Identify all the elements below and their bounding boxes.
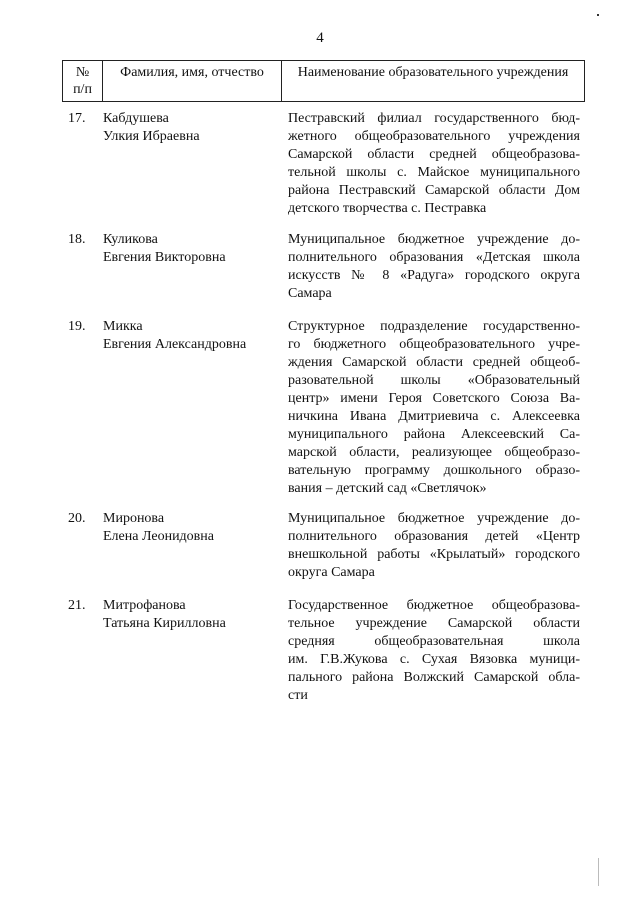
entry-person <box>103 110 278 146</box>
institution-line: марской области, реализующее общеобразо- <box>288 445 580 460</box>
entry-institution <box>288 597 580 705</box>
institution-line: средняя общеобразовательная школа <box>288 634 580 649</box>
institution-line: Муниципальное бюджетное учреждение до- <box>288 232 580 247</box>
entry-surname: Миронова <box>103 511 165 526</box>
entry-given-name: Евгения Викторовна <box>103 250 226 265</box>
institution-line: Самарской области средней общеобразова- <box>288 147 580 162</box>
entry-number: 21. <box>68 598 86 613</box>
entry-institution <box>288 318 580 498</box>
institution-line: муниципального района Алексеевский Са- <box>288 427 580 442</box>
institution-line: го бюджетного общеобразовательного учре- <box>288 337 580 352</box>
institution-line: сти <box>288 688 308 703</box>
entry-number: 19. <box>68 319 86 334</box>
entry-given-name: Татьяна Кирилловна <box>103 616 226 631</box>
entry-number: 17. <box>68 111 86 126</box>
institution-line: полнительного образования «Детская школа <box>288 250 580 265</box>
entry-number: 20. <box>68 511 86 526</box>
entry-person <box>103 597 278 633</box>
institution-line: Пестравский филиал государственного бюд- <box>288 111 580 126</box>
institution-line: Муниципальное бюджетное учреждение до- <box>288 511 580 526</box>
scan-speck <box>597 14 599 16</box>
entry-surname: Митрофанова <box>103 598 186 613</box>
entry-number: 18. <box>68 232 86 247</box>
entry-person <box>103 318 278 354</box>
entry-institution <box>288 510 580 582</box>
header-number-cell <box>63 61 103 101</box>
institution-line: ничкина Ивана Дмитриевича с. Алексеевка <box>288 409 580 424</box>
institution-line: района Пестравский Самарской области Дом <box>288 183 580 198</box>
institution-line: им. Г.В.Жукова с. Сухая Вязовка муници- <box>288 652 580 667</box>
institution-line: полнительного образования детей «Центр <box>288 529 580 544</box>
institution-line: тельное учреждение Самарской области <box>288 616 580 631</box>
entry-given-name: Елена Леонидовна <box>103 529 214 544</box>
header-number-symbol: № <box>75 65 90 80</box>
entry-institution <box>288 110 580 218</box>
institution-line: округа Самара <box>288 565 375 580</box>
institution-line: Самара <box>288 286 332 301</box>
institution-line: центр» имени Героя Советского Союза Ва- <box>288 391 580 406</box>
table-header <box>62 60 585 102</box>
institution-line: детского творчества с. Пестравка <box>288 201 487 216</box>
entry-surname: Кабдушева <box>103 111 169 126</box>
institution-line: разовательной школы «Образовательный <box>288 373 580 388</box>
entry-surname: Куликова <box>103 232 158 247</box>
institution-line: Государственное бюджетное общеобразова- <box>288 598 580 613</box>
entry-institution <box>288 231 580 303</box>
institution-line: искусств № 8 «Радуга» городского округа <box>288 268 580 283</box>
institution-line: Структурное подразделение государственно- <box>288 319 580 334</box>
header-number-abbr: п/п <box>73 82 92 97</box>
institution-line: внешкольной работы «Крылатый» городского <box>288 547 580 562</box>
entry-given-name: Улкия Ибраевна <box>103 129 200 144</box>
institution-line: вательную программу дошкольного образо- <box>288 463 580 478</box>
scan-edge-line <box>598 858 599 886</box>
institution-line: ждения Самарской области средней общеоб- <box>288 355 580 370</box>
institution-line: пального района Волжский Самарской обла- <box>288 670 580 685</box>
header-name-cell: Фамилия, имя, отчество <box>103 61 282 101</box>
entry-person <box>103 510 278 546</box>
header-institution-cell: Наименование образовательного учреждения <box>297 65 569 80</box>
page-number: 4 <box>316 30 324 46</box>
entry-person <box>103 231 278 267</box>
institution-line: тельной школы с. Майское муниципального <box>288 165 580 180</box>
institution-line: жетного общеобразовательного учреждения <box>288 129 580 144</box>
institution-line: вания – детский сад «Светлячок» <box>288 481 487 496</box>
entry-surname: Микка <box>103 319 143 334</box>
entry-given-name: Евгения Александровна <box>103 337 247 352</box>
